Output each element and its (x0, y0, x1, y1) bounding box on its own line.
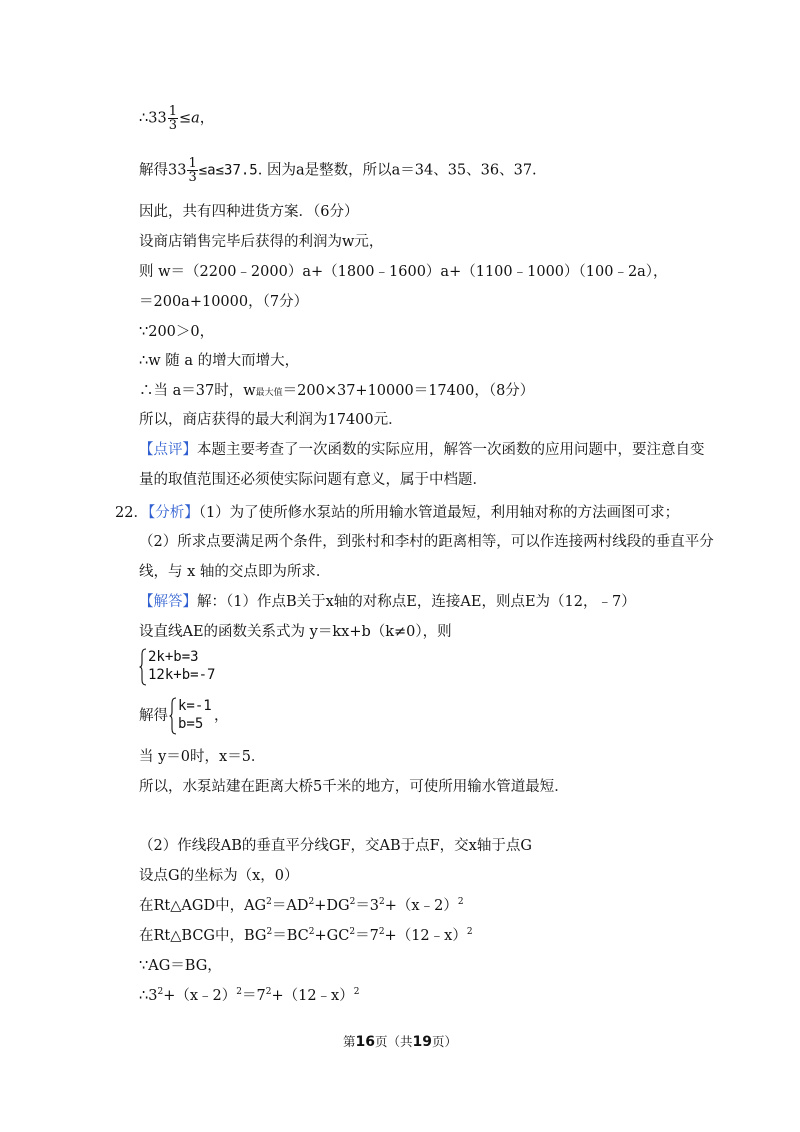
page-number: 16 (355, 1034, 375, 1050)
fraction-one-third: $\frac{1}{3}$ (188, 156, 197, 185)
solution-tag: 【解答】 (139, 594, 197, 610)
line-therefore-bound: ∴33 $\frac{1}{3}$ ≤a， (139, 104, 215, 133)
line-linear-def: 设直线AE的函数关系式为 y＝kx+b（k≠0），则 (139, 624, 452, 640)
page-total: 19 (412, 1034, 432, 1050)
fraction-one-third: $\frac{1}{3}$ (168, 104, 177, 133)
inequality-image-text: ≤a≤37.5 (198, 162, 258, 179)
line-max-profit: 所以，商店获得的最大利润为17400元． (139, 412, 403, 428)
comma: ， (214, 708, 229, 724)
brace-icon (169, 697, 177, 735)
line-max-value: ∴当 a＝37时，w最大值＝200×37+10000＝17400，（8分） (139, 383, 535, 399)
line-solve-range: 解得33 $\frac{1}{3}$ ≤a≤37.5. 因为a是整数，所以a＝34、35、36、37. (139, 156, 537, 185)
line-comment: 【点评】本题主要考查了一次函数的实际应用，解答一次函数的应用问题中，要注意自变 (139, 442, 705, 458)
solution-row: b=5 (178, 716, 204, 732)
line-profit-def: 设商店销售完毕后获得的利润为w元， (139, 234, 384, 250)
page-footer: 第16页（共19页） (342, 1034, 457, 1050)
line-conclusion-1: 所以，水泵站建在距离大桥5千米的地方，可使所用输水管道最短． (139, 779, 569, 795)
line-comment-cont: 量的取值范围还必须使实际问题有意义，属于中档题． (139, 472, 487, 488)
line-solved-label: 解得 (139, 708, 168, 724)
comment-tag: 【点评】 (139, 442, 197, 458)
line-part2: （2）作线段AB的垂直平分线GF，交AB于点F，交x轴于点G (139, 838, 532, 854)
equation-row: 12k+b=-7 (148, 667, 216, 683)
therefore-symbol: ∴ (139, 110, 149, 127)
line-g-coord: 设点G的坐标为（x，0） (139, 868, 299, 884)
equation-row: 2k+b=3 (148, 649, 199, 665)
line-solution: 【解答】解：（1）作点B关于x轴的对称点E，连接AE，则点E为（12，﹣7） (139, 594, 636, 610)
line-rt-agd: 在Rt△AGD中，$AG^2=AD^2+DG^2=3^2+(x﹣2)^2$ (139, 897, 464, 914)
line-profit-simplified: ＝200a+10000，（7分） (139, 294, 309, 310)
line-four-plans: 因此，共有四种进货方案．（6分） (139, 204, 359, 220)
equation-system (139, 648, 229, 686)
line-analysis-2: （2）所求点要满足两个条件，到张村和李村的距离相等，可以作连接两村线段的垂直平分 (139, 534, 714, 550)
line-analysis-3: 线，与 x 轴的交点即为所求． (139, 564, 331, 580)
line-q22-analysis: 22．【分析】（1）为了使所修水泵站的所用输水管道最短，利用轴对称的方法画图可求； (115, 505, 680, 521)
line-final-eq: $\therefore 3^2+(x﹣2)^2=7^2+(12﹣x)^2$ (139, 987, 360, 1004)
analysis-tag: 【分析】 (147, 505, 199, 521)
line-ag-eq-bg: ∵AG＝BG， (139, 958, 222, 974)
line-rt-bcg: 在Rt△BCG中，$BG^2=BC^2+GC^2=7^2+(12﹣x)^2$ (139, 927, 473, 944)
line-increasing: ∴w 随 a 的增大而增大， (139, 353, 300, 369)
line-profit-formula: 则 w＝（2200﹣2000）a+（1800﹣1600）a+（1100﹣1000）（100﹣2a）， (139, 264, 668, 280)
brace-icon (139, 648, 147, 686)
line-y-zero: 当 y＝0时，x＝5． (139, 749, 266, 765)
solution-row: k=-1 (178, 698, 212, 714)
line-because: ∵200＞0， (139, 324, 215, 340)
question-number: 22． (115, 505, 148, 521)
